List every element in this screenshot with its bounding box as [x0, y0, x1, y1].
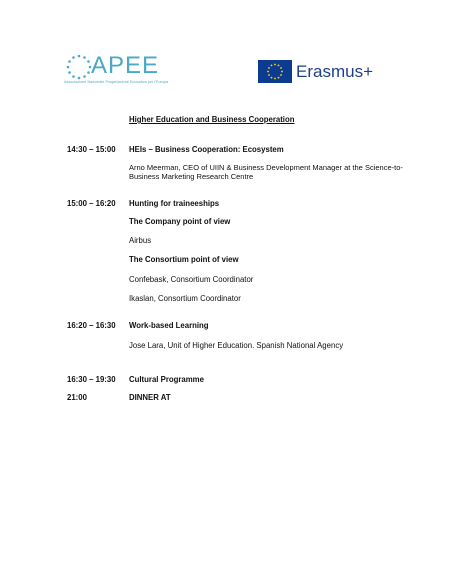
session-time: 16:20 – 16:30: [67, 321, 116, 330]
subsection-title: The Company point of view: [129, 217, 231, 226]
session-time: 14:30 – 15:00: [67, 145, 116, 154]
erasmus-plus-logo: [258, 60, 378, 84]
subsection-item: Confebask, Consortium Coordinator: [129, 275, 254, 284]
apee-logo: [64, 52, 174, 88]
apee-tagline: Associazione Nazionale Progettazione Educativa per l'Europa: [64, 80, 169, 84]
subsection-item: Airbus: [129, 236, 152, 245]
session-title: HEIs – Business Cooperation: Ecosystem: [129, 145, 284, 154]
session-title: Hunting for traineeships: [129, 199, 220, 208]
session-title: Work-based Learning: [129, 321, 209, 330]
session-title: DINNER AT: [129, 393, 171, 402]
session-time: 15:00 – 16:20: [67, 199, 116, 208]
session-title: Cultural Programme: [129, 375, 204, 384]
session-time: 21:00: [67, 393, 87, 402]
section-title: Higher Education and Business Cooperation: [129, 115, 295, 124]
session-time: 16:30 – 19:30: [67, 375, 116, 384]
apee-logo-text: APEE: [91, 52, 160, 79]
eu-flag-icon: [258, 60, 292, 83]
star-circle-icon: [64, 52, 94, 82]
session-speaker: Arno Meerman, CEO of UIIN & Business Development Manager at the Science-to-Business Marketing Research Centre: [129, 163, 403, 182]
session-speaker: Jose Lara, Unit of Higher Education. Spanish National Agency: [129, 341, 344, 350]
subsection-title: The Consortium point of view: [129, 255, 239, 264]
subsection-item: Ikaslan, Consortium Coordinator: [129, 294, 241, 303]
erasmus-plus-logo-text: Erasmus+: [296, 62, 373, 81]
